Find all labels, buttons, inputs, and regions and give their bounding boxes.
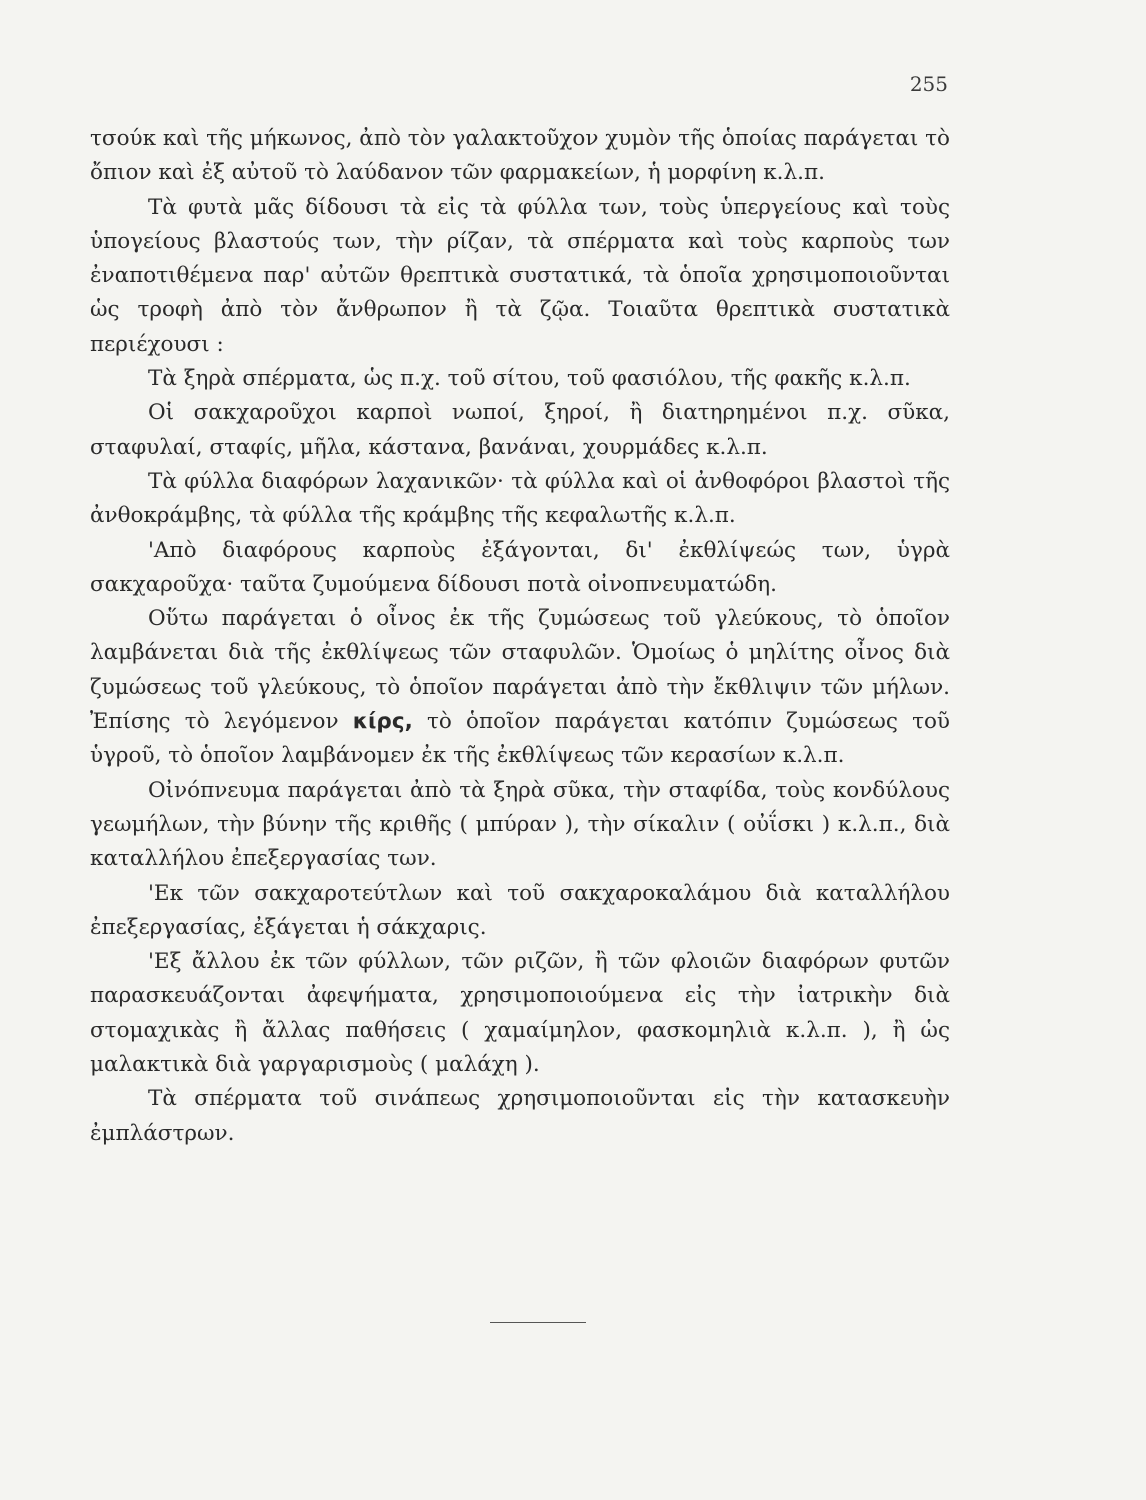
bold-term: κίρς, bbox=[352, 709, 413, 735]
paragraph: Οἱ σακχαροῦχοι καρποὶ νωποί, ξηροί, ἢ διατηρημένοι π.χ. σῦκα, σταφυλαί, σταφίς, μῆλα, κάστανα, βανάναι, χουρμάδες κ.λ.π. bbox=[90, 400, 950, 460]
paragraph: 'Εξ ἄλλου ἐκ τῶν φύλλων, τῶν ριζῶν, ἢ τῶν φλοιῶν διαφόρων φυτῶν παρασκευάζονται ἀφεψήματα, χρησιμοποιούμενα εἰς τὴν ἰατρικὴν διὰ στομαχικὰς ἢ ἄλλας παθήσεις ( χαμαίμηλον, φασκομηλιὰ κ.λ.π. ), ἢ ὡς μαλακτικὰ διὰ γαργαρισμοὺς ( μαλάχη ). bbox=[90, 949, 950, 1078]
body-text bbox=[90, 122, 950, 1151]
page-number: 255 bbox=[909, 72, 948, 96]
paragraph: τσούκ καὶ τῆς μήκωνος, ἀπὸ τὸν γαλακτοῦχον χυμὸν τῆς ὁποίας παράγεται τὸ ὄπιον καὶ ἐξ αὐτοῦ τὸ λαύδανον τῶν φαρμακείων, ἡ μορφίνη κ.λ.π. bbox=[90, 126, 950, 186]
paragraph-text-before: Οὕτω παράγεται ὁ οἶνος ἐκ τῆς ζυμώσεως τοῦ γλεύκους, τὸ ὁποῖον λαμβάνεται διὰ τῆς ἐκθλίψεως τῶν σταφυλῶν. Ὁμοίως ὁ μηλίτης οἶνος διὰ ζυμώσεως τοῦ γλεύκους, τὸ ὁποῖον παράγεται ἀπὸ τὴν ἔκθλιψιν τῶν μήλων. Ἐπίσης τὸ λεγόμενον bbox=[90, 606, 950, 735]
section-end-rule bbox=[490, 1322, 586, 1323]
paragraph: Τὰ φυτὰ μᾶς δίδουσι τὰ εἰς τὰ φύλλα των, τοὺς ὑπεργείους καὶ τοὺς ὑπογείους βλαστούς των, τὴν ρίζαν, τὰ σπέρματα καὶ τοὺς καρποὺς των ἐναποτιθέμενα παρ' αὐτῶν θρεπτικὰ συστατικά, τὰ ὁποῖα χρησιμοποιοῦνται ὡς τροφὴ ἀπὸ τὸν ἄνθρωπον ἢ τὰ ζῷα. Τοιαῦτα θρεπτικὰ συστατικὰ περιέχουσι : bbox=[90, 194, 950, 357]
paragraph: 'Απὸ διαφόρους καρποὺς ἐξάγονται, δι' ἐκθλίψεώς των, ὑγρὰ σακχαροῦχα· ταῦτα ζυμούμενα δίδουσι ποτὰ οἰνοπνευματώδη. bbox=[90, 537, 950, 597]
paragraph-text-after: τὸ ὁποῖον παράγεται κατόπιν ζυμώσεως τοῦ ὑγροῦ, τὸ ὁποῖον λαμβάνομεν ἐκ τῆς ἐκθλίψεως τῶν κερασίων κ.λ.π. bbox=[90, 709, 950, 769]
paragraph-with-bold-term bbox=[90, 602, 950, 773]
paragraph: Οἰνόπνευμα παράγεται ἀπὸ τὰ ξηρὰ σῦκα, τὴν σταφίδα, τοὺς κονδύλους γεωμήλων, τὴν βύνην τῆς κριθῆς ( μπύραν ), τὴν σίκαλιν ( οὐΐσκι ) κ.λ.π., διὰ καταλλήλου ἐπεξεργασίας των. bbox=[90, 777, 950, 872]
paragraph: 'Εκ τῶν σακχαροτεύτλων καὶ τοῦ σακχαροκαλάμου διὰ καταλλήλου ἐπεξεργασίας, ἐξάγεται ἡ σάκχαρις. bbox=[90, 880, 950, 940]
paragraph: Τὰ σπέρματα τοῦ σινάπεως χρησιμοποιοῦνται εἰς τὴν κατασκευὴν ἐμπλάστρων. bbox=[90, 1086, 950, 1146]
paragraph: Τὰ ξηρὰ σπέρματα, ὡς π.χ. τοῦ σίτου, τοῦ φασιόλου, τῆς φακῆς κ.λ.π. bbox=[148, 366, 911, 392]
paragraph: Τὰ φύλλα διαφόρων λαχανικῶν· τὰ φύλλα καὶ οἱ ἀνθοφόροι βλαστοὶ τῆς ἀνθοκράμβης, τὰ φύλλα τῆς κράμβης τῆς κεφαλωτῆς κ.λ.π. bbox=[90, 468, 950, 529]
